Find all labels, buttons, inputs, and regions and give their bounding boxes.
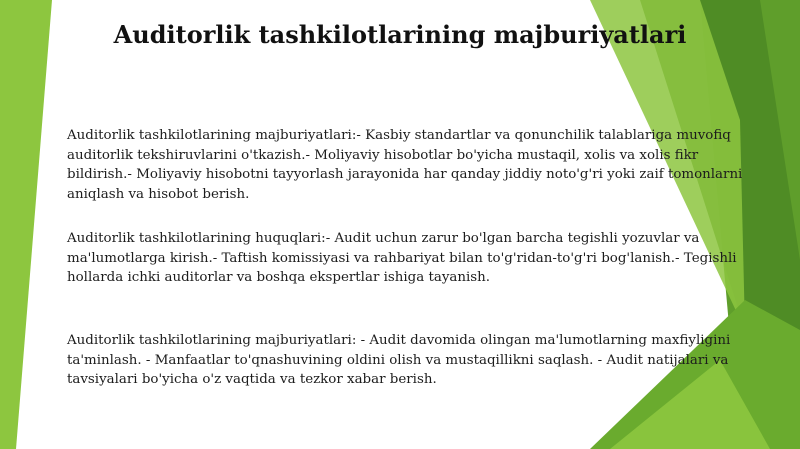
paragraph-obligations: Auditorlik tashkilotlarining majburiyatlari:- Kasbiy standartlar va qonunchilik talablariga muvofiq auditorlik tekshiruvlarini o'tkazish.- Moliyaviy hisobotlar bo'yicha mustaqil, xolis va xolis fikr bildirish.- Moliyaviy hisobotni tayyorlash jarayonida har qanday jiddiy noto'g'ri yoki zaif tomonlarni aniqlash va hisobot berish. (67, 128, 743, 202)
slide-title: Auditorlik tashkilotlarining majburiyatlari (113, 20, 687, 49)
paragraph-rights: Auditorlik tashkilotlarining huquqlari:- Audit uchun zarur bo'lgan barcha tegishli yozuvlar va ma'lumotlarga kirish.- Taftish komissiyasi va rahbariyat bilan to'g'ridan-to'g'ri bog'lanish.- Tegishli hollarda ichki auditorlar va boshqa ekspertlar ishiga tayanish. (67, 231, 737, 285)
left-accent-shape (0, 0, 52, 449)
paragraph-obligations-2: Auditorlik tashkilotlarining majburiyatlari: - Audit davomida olingan ma'lumotlarning maxfiyligini ta'minlash. - Manfaatlar to'qnashuvining oldini olish va mustaqillikni saqlash. - Audit natijalari va tavsiyalari bo'yicha o'z vaqtida va tezkor xabar berish. (67, 333, 731, 387)
